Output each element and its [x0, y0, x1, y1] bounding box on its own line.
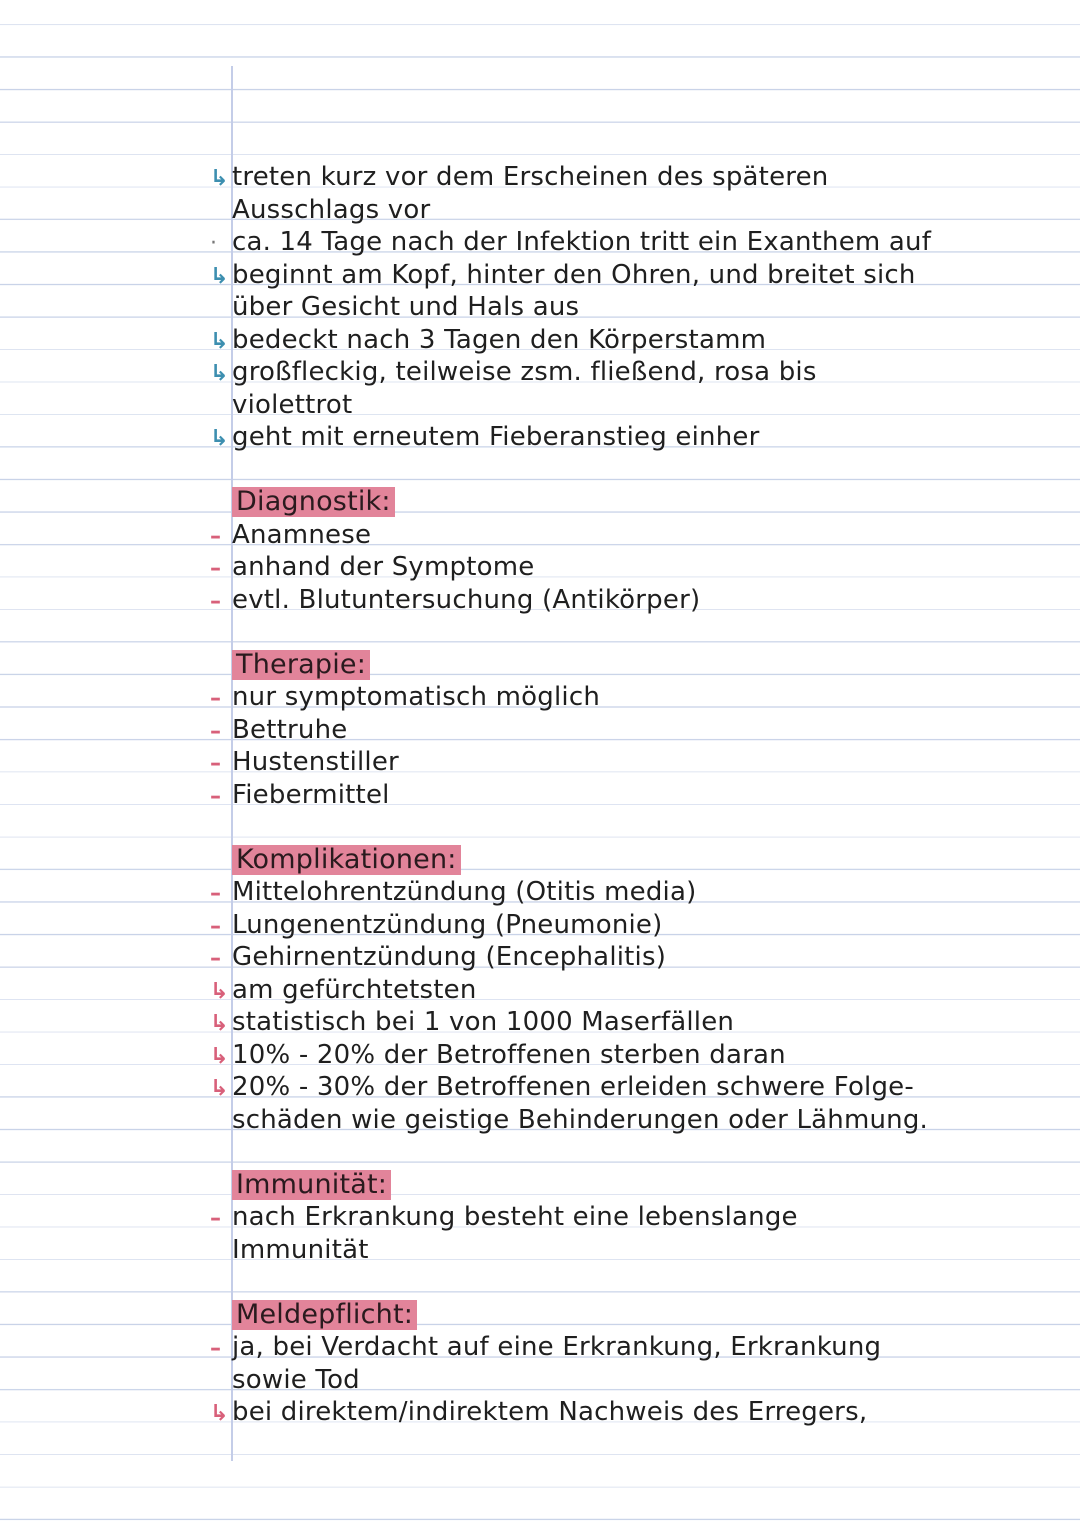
dash-bullet-icon: – [210, 588, 222, 614]
note-text: Fiebermittel [232, 779, 390, 810]
note-text: Lungenentzündung (Pneumonie) [232, 909, 663, 940]
note-text: statistisch bei 1 von 1000 Maserfällen [232, 1007, 735, 1037]
arrow-bullet-icon: ↳ [210, 263, 229, 289]
note-text: nach Erkrankung besteht eine lebenslange [232, 1202, 798, 1232]
note-line [210, 1136, 1040, 1169]
note-line [210, 941, 1040, 974]
note-text: nur symptomatisch möglich [232, 682, 600, 712]
note-text: bedeckt nach 3 Tagen den Körperstamm [232, 324, 767, 355]
section-heading-line [210, 1169, 1040, 1202]
note-line [210, 389, 1040, 422]
note-line [210, 519, 1040, 552]
section-heading-line [210, 486, 1040, 519]
dash-bullet-icon: – [210, 913, 222, 939]
note-text: Mittelohrentzündung (Otitis media) [232, 877, 697, 907]
note-line [210, 1039, 1040, 1072]
note-line [210, 1201, 1040, 1234]
dash-bullet-icon: – [210, 881, 222, 906]
note-text: am gefürchtetsten [232, 974, 477, 1005]
note-text: Gehirnentzündung (Encephalitis) [232, 942, 667, 972]
note-line [210, 194, 1040, 227]
note-text: geht mit erneutem Fieberanstieg einher [232, 422, 760, 452]
note-line [210, 714, 1040, 747]
note-line [210, 974, 1040, 1007]
note-line [210, 1396, 1040, 1429]
arrow-bullet-icon: ↳ [210, 978, 229, 1004]
section-heading: Diagnostik: [232, 487, 395, 517]
section-heading-line [210, 844, 1040, 877]
note-line [210, 161, 1040, 194]
note-text: Immunität [232, 1234, 369, 1265]
note-line [210, 1331, 1040, 1364]
note-text: anhand der Symptome [232, 552, 535, 582]
note-text: schäden wie geistige Behinderungen oder Lähmung. [232, 1104, 929, 1135]
note-text: ca. 14 Tage nach der Infektion tritt ein Exanthem auf [232, 227, 932, 257]
note-line [210, 551, 1040, 584]
note-text: beginnt am Kopf, hinter den Ohren, und breitet sich [232, 259, 916, 290]
dash-bullet-icon: – [210, 751, 222, 776]
note-line [210, 454, 1040, 487]
dash-bullet-icon: – [210, 556, 222, 581]
note-line [210, 291, 1040, 324]
note-text: violettrot [232, 389, 353, 420]
note-line [210, 811, 1040, 844]
arrow-bullet-icon: ↳ [210, 166, 229, 191]
note-line [210, 356, 1040, 389]
section-heading-line [210, 649, 1040, 682]
note-text: über Gesicht und Hals aus [232, 292, 580, 322]
note-text: treten kurz vor dem Erscheinen des späteren [232, 162, 829, 192]
section-heading: Komplikationen: [232, 845, 461, 875]
note-text: 10% - 20% der Betroffenen sterben daran [232, 1039, 786, 1070]
note-line [210, 681, 1040, 714]
handwritten-notes [210, 161, 1040, 1429]
arrow-bullet-icon: ↳ [210, 1401, 229, 1426]
dot-bullet-icon: · [210, 231, 218, 256]
note-line [210, 616, 1040, 649]
note-text: ja, bei Verdacht auf eine Erkrankung, Erkrankung [232, 1332, 882, 1362]
arrow-bullet-icon: ↳ [210, 426, 229, 451]
note-line [210, 1006, 1040, 1039]
section-heading-line [210, 1299, 1040, 1332]
dash-bullet-icon: – [210, 946, 222, 971]
note-line [210, 746, 1040, 779]
section-heading: Therapie: [232, 650, 370, 680]
note-text: 20% - 30% der Betroffenen erleiden schwere Folge- [232, 1072, 914, 1102]
note-line [210, 1266, 1040, 1299]
note-text: bei direktem/indirektem Nachweis des Erregers, [232, 1397, 868, 1427]
note-line [210, 421, 1040, 454]
dash-bullet-icon: – [210, 1206, 222, 1231]
note-line [210, 779, 1040, 812]
section-heading: Meldepflicht: [232, 1300, 417, 1330]
note-text: Ausschlags vor [232, 194, 431, 225]
dash-bullet-icon: – [210, 718, 222, 744]
arrow-bullet-icon: ↳ [210, 1076, 229, 1101]
dash-bullet-icon: – [210, 686, 222, 711]
note-line [210, 1364, 1040, 1397]
note-text: sowie Tod [232, 1364, 360, 1395]
note-line [210, 909, 1040, 942]
note-line [210, 1104, 1040, 1137]
note-text: evtl. Blutuntersuchung (Antikörper) [232, 584, 701, 615]
note-line [210, 876, 1040, 909]
note-line [210, 226, 1040, 259]
dash-bullet-icon: – [210, 783, 222, 809]
arrow-bullet-icon: ↳ [210, 1043, 229, 1069]
dash-bullet-icon: – [210, 523, 222, 549]
note-line [210, 259, 1040, 292]
section-heading: Immunität: [232, 1170, 391, 1200]
note-text: großfleckig, teilweise zsm. fließend, rosa bis [232, 357, 817, 387]
note-line [210, 1234, 1040, 1267]
note-text: Bettruhe [232, 714, 348, 745]
arrow-bullet-icon: ↳ [210, 1011, 229, 1036]
dash-bullet-icon: – [210, 1336, 222, 1361]
note-line [210, 1071, 1040, 1104]
note-line [210, 584, 1040, 617]
note-text: Anamnese [232, 519, 372, 550]
note-line [210, 324, 1040, 357]
note-text: Hustenstiller [232, 747, 399, 777]
arrow-bullet-icon: ↳ [210, 328, 229, 354]
arrow-bullet-icon: ↳ [210, 361, 229, 386]
